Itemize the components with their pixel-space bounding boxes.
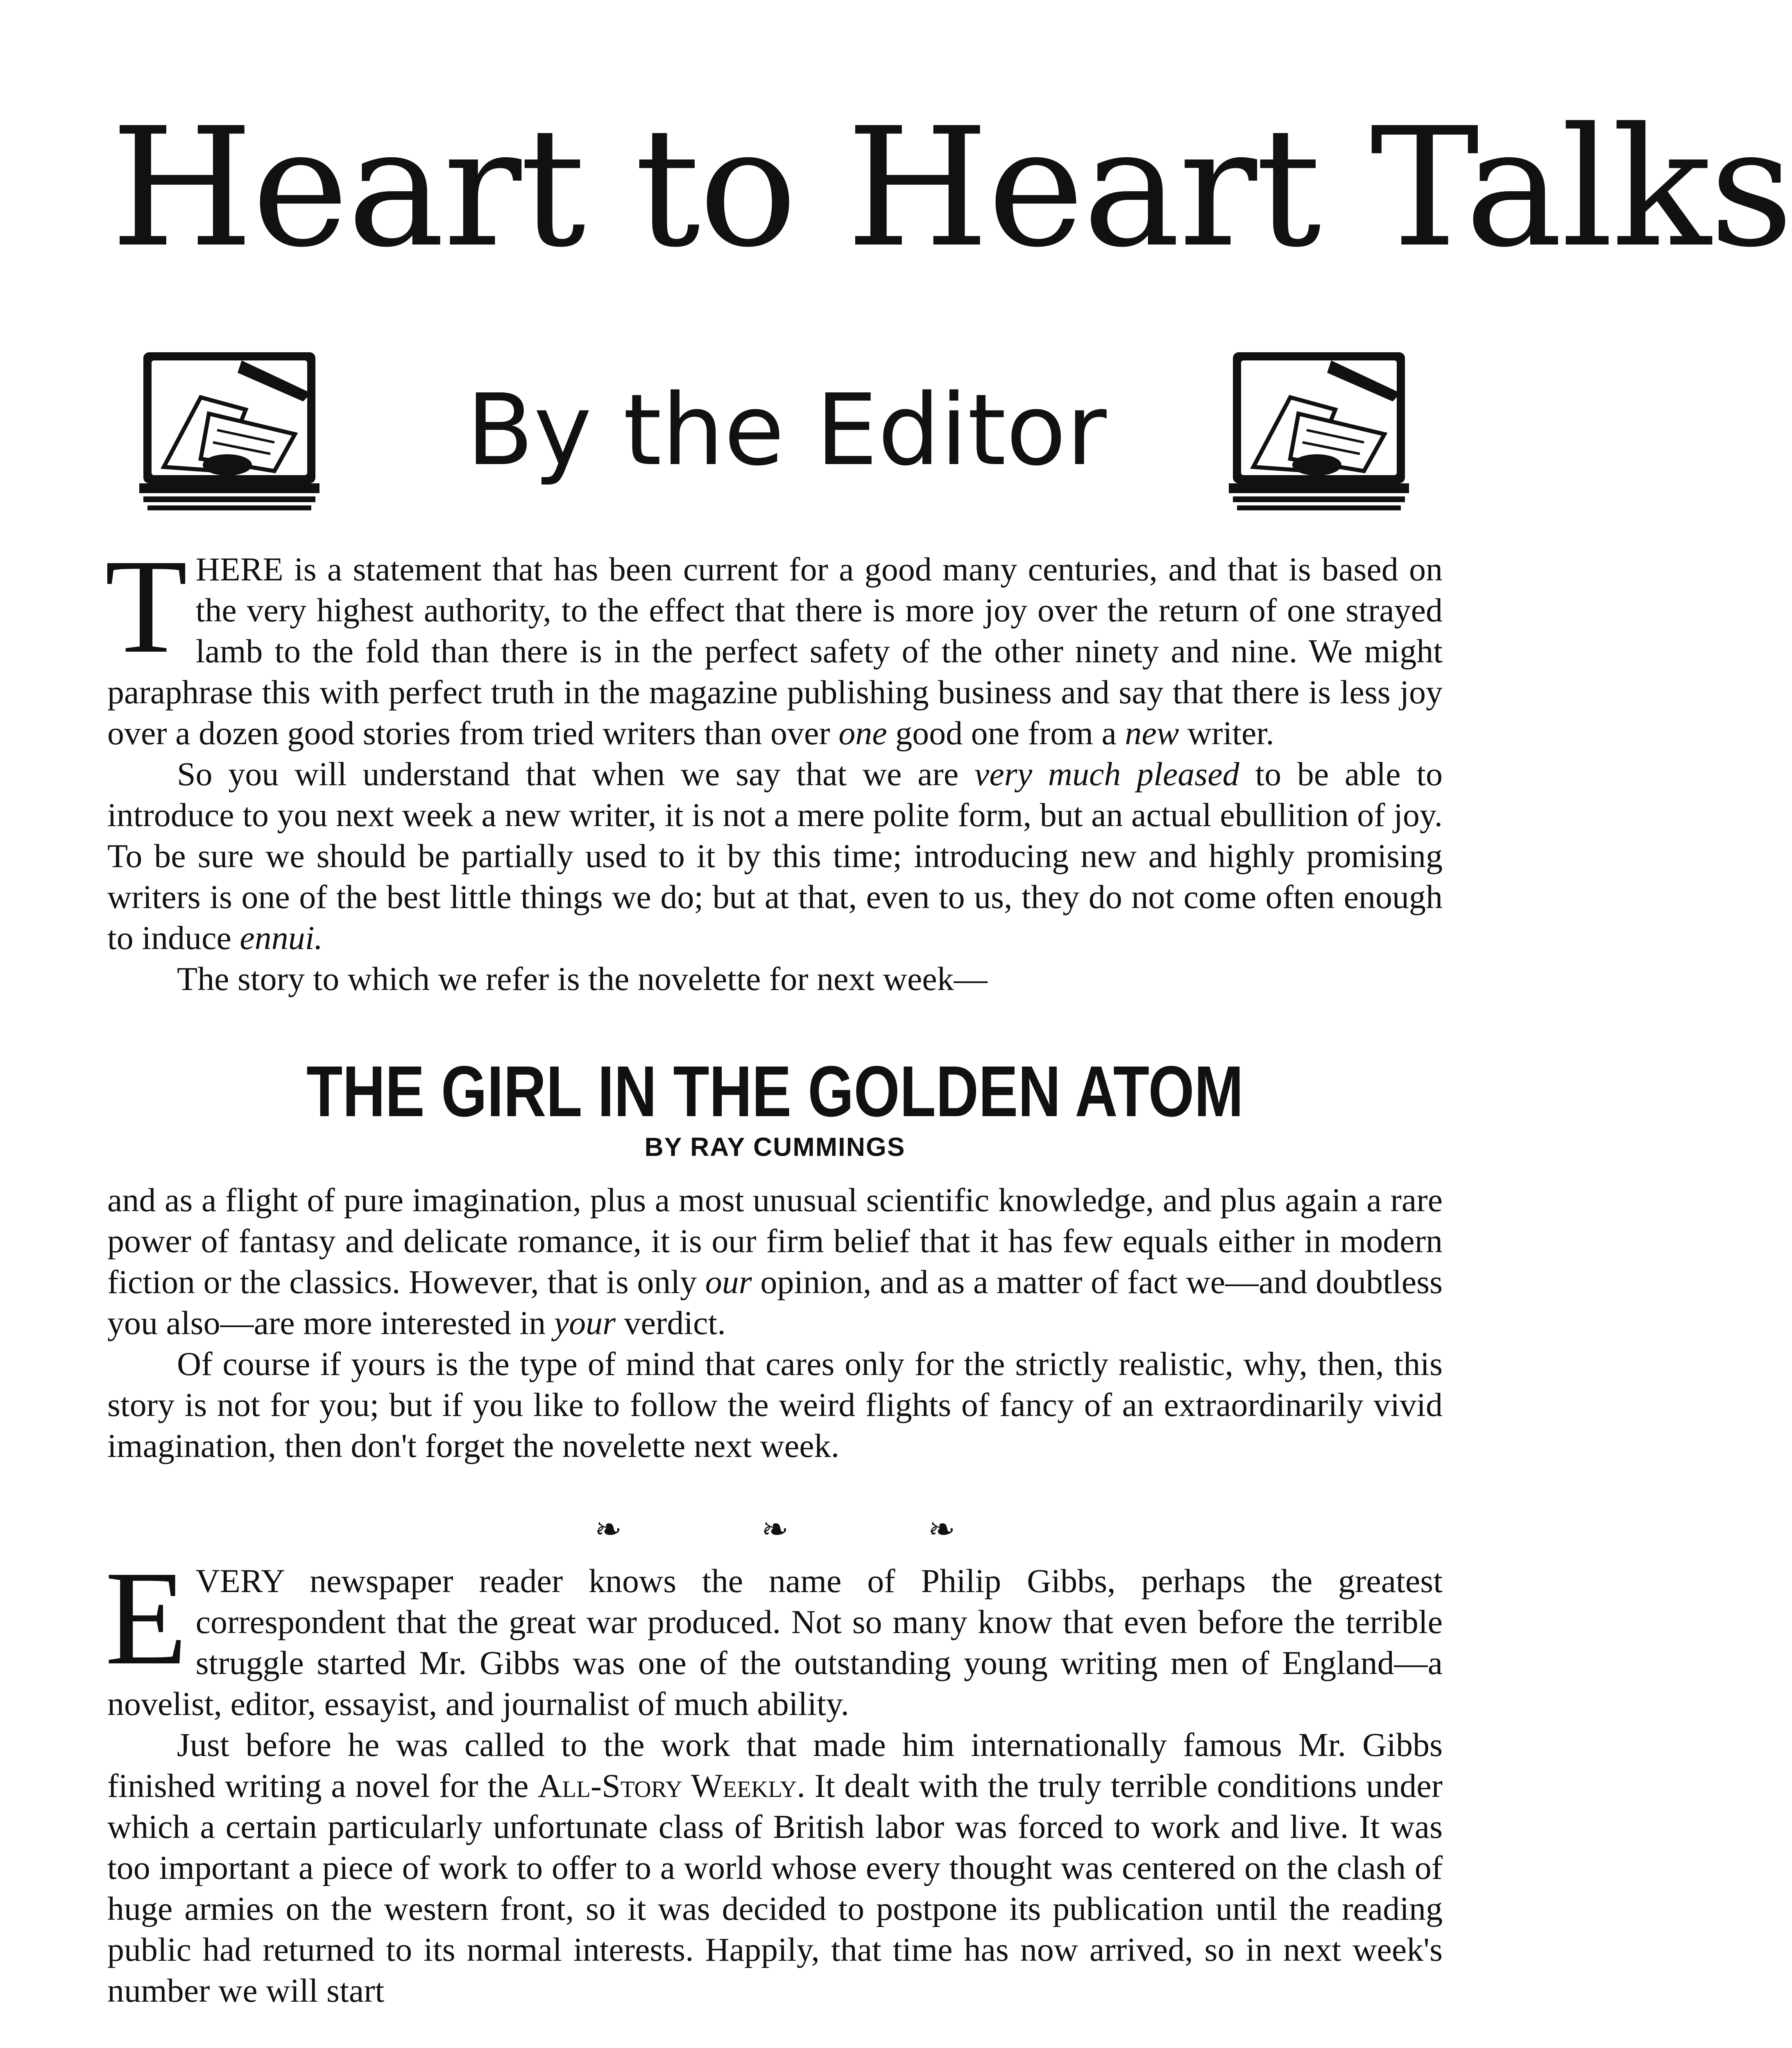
ornament-icon: ❧ <box>928 1512 956 1548</box>
description-paragraph-1: and as a flight of pure imagination, plus a most unusual scientific knowledge, and plus again a rare power of fantasy and delicate romance, it is our firm belief that it has few equals either in modern fiction or the classics. However, that is only our opinion, and as a matter of fact we—and doubtless you also—are more interested in your verdict. <box>107 1181 1443 1341</box>
gibbs-paragraph-2: Just before he was called to the work that made him internationally famous Mr. Gibbs finished writing a novel for the All-Story Weekly. It dealt with the truly terrible conditions under which a certain particularly unfortunate class of British labor was forced to work and live. It was too important a piece of work to offer to a world whose every thought was centered on the clash of huge armies on the western front, so it was decided to postpone its publication until the reading public had returned to its normal interests. Happily, that time has now arrived, so in next week's number we will start <box>107 1726 1443 2009</box>
ornament-icon: ❧ <box>594 1512 622 1548</box>
masthead-byline-row <box>111 348 1462 520</box>
gibbs-paragraph-1: EVERY newspaper reader knows the name of Philip Gibbs, perhaps the greatest correspondent that the great war produced. Not so many know that even before the terrible struggle started Mr. Gibbs was one of the outstanding young writing men of England—a novelist, editor, essayist, and journalist of much ability. <box>105 1543 1443 1722</box>
drop-cap: T <box>105 532 188 681</box>
section-divider <box>107 1511 1443 1548</box>
intro-section <box>105 532 1443 999</box>
gibbs-section <box>105 1543 1443 2011</box>
writing-desk-icon <box>1229 348 1409 512</box>
drop-cap: E <box>105 1543 188 1693</box>
story-byline: BY RAY CUMMINGS <box>644 1132 906 1162</box>
intro-paragraph-2: So you will understand that when we say that we are very much pleased to be able to introduce to you next week a new writer, it is not a mere polite form, but an actual ebullition of joy. To be sure we should be partially used to it by this time; introducing new and highly promising writers is one of the best little things we do; but at that, even to us, they do not come often enough to induce ennui. <box>107 755 1443 956</box>
ornament-icon: ❧ <box>761 1512 789 1548</box>
description-paragraph-2: Of course if yours is the type of mind that cares only for the strictly realistic, why, then, this story is not for you; but if you like to follow the weird flights of fancy of an extraordinarily vivid imagination, then don't forget the novelette next week. <box>107 1345 1443 1464</box>
writing-desk-icon <box>139 348 319 512</box>
masthead-subtitle: By the Editor <box>466 373 1107 487</box>
masthead <box>111 86 1792 291</box>
masthead-title: Heart to Heart Talks <box>111 93 1792 283</box>
intro-paragraph-1: THERE is a statement that has been current for a good many centuries, and that is based on the very highest authority, to the effect that there is more joy over the return of one strayed lamb to the fold than there is in the perfect safety of the other ninety and nine. We might paraphrase this with perfect truth in the magazine publishing business and say that there is less joy over a dozen good stories from tried writers than over one good one from a new writer. <box>105 532 1443 752</box>
intro-paragraph-3: The story to which we refer is the novelette for next week— <box>177 960 988 997</box>
magazine-name: All-Story Weekly <box>538 1767 797 1804</box>
story-description-section <box>107 1180 1443 1466</box>
story-title: THE GIRL IN THE GOLDEN ATOM <box>306 1051 1244 1132</box>
